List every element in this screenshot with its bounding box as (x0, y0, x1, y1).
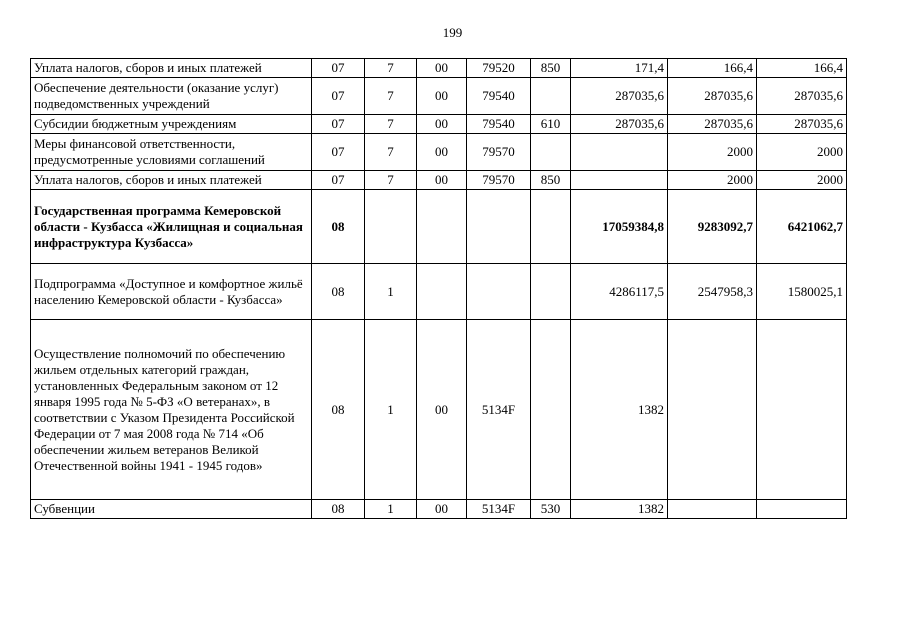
expense-type-code: 530 (531, 500, 571, 519)
row-name: Государственная программа Кемеровской области - Кузбасса «Жилищная и социальная инфраструктура Кузбасса» (31, 190, 312, 264)
section-code: 07 (312, 171, 365, 190)
expense-type-code: 850 (531, 171, 571, 190)
article-code: 79570 (467, 171, 531, 190)
direction-code: 00 (417, 500, 467, 519)
amount-year-3 (757, 320, 847, 500)
amount-year-3 (757, 500, 847, 519)
direction-code: 00 (417, 320, 467, 500)
section-code: 08 (312, 500, 365, 519)
expense-type-code (531, 78, 571, 115)
direction-code (417, 190, 467, 264)
subsection-code: 1 (365, 500, 417, 519)
article-code: 79570 (467, 134, 531, 171)
article-code: 79540 (467, 78, 531, 115)
direction-code: 00 (417, 134, 467, 171)
amount-year-1: 287035,6 (571, 78, 668, 115)
amount-year-2: 2000 (668, 134, 757, 171)
budget-table (30, 58, 847, 519)
row-name: Субсидии бюджетным учреждениям (31, 115, 312, 134)
expense-type-code (531, 190, 571, 264)
row-name: Меры финансовой ответственности, предусмотренные условиями соглашений (31, 134, 312, 171)
amount-year-2: 287035,6 (668, 78, 757, 115)
subsection-code: 7 (365, 171, 417, 190)
section-code: 07 (312, 115, 365, 134)
direction-code: 00 (417, 78, 467, 115)
article-code (467, 190, 531, 264)
amount-year-3: 166,4 (757, 59, 847, 78)
subsection-code: 7 (365, 78, 417, 115)
amount-year-3: 287035,6 (757, 115, 847, 134)
amount-year-3: 287035,6 (757, 78, 847, 115)
row-name: Уплата налогов, сборов и иных платежей (31, 59, 312, 78)
amount-year-1: 4286117,5 (571, 264, 668, 320)
row-name: Субвенции (31, 500, 312, 519)
subsection-code: 1 (365, 264, 417, 320)
section-code: 08 (312, 190, 365, 264)
table-row (31, 59, 847, 78)
amount-year-2 (668, 320, 757, 500)
amount-year-3: 2000 (757, 171, 847, 190)
article-code: 5134F (467, 320, 531, 500)
table-row (31, 115, 847, 134)
table-row (31, 78, 847, 115)
amount-year-1: 287035,6 (571, 115, 668, 134)
table-row (31, 171, 847, 190)
amount-year-3: 6421062,7 (757, 190, 847, 264)
table-row (31, 500, 847, 519)
table-row (31, 190, 847, 264)
table-row (31, 134, 847, 171)
amount-year-2: 2000 (668, 171, 757, 190)
section-code: 07 (312, 134, 365, 171)
article-code: 79520 (467, 59, 531, 78)
amount-year-2 (668, 500, 757, 519)
subsection-code: 1 (365, 320, 417, 500)
article-code: 5134F (467, 500, 531, 519)
page-number: 199 (442, 25, 463, 40)
section-code: 08 (312, 320, 365, 500)
expense-type-code (531, 134, 571, 171)
amount-year-3: 1580025,1 (757, 264, 847, 320)
subsection-code (365, 190, 417, 264)
amount-year-1: 17059384,8 (571, 190, 668, 264)
subsection-code: 7 (365, 115, 417, 134)
table-row (31, 320, 847, 500)
direction-code (417, 264, 467, 320)
amount-year-2: 9283092,7 (668, 190, 757, 264)
expense-type-code: 610 (531, 115, 571, 134)
amount-year-1: 1382 (571, 500, 668, 519)
direction-code: 00 (417, 115, 467, 134)
section-code: 07 (312, 78, 365, 115)
amount-year-2: 2547958,3 (668, 264, 757, 320)
article-code: 79540 (467, 115, 531, 134)
subsection-code: 7 (365, 134, 417, 171)
expense-type-code: 850 (531, 59, 571, 78)
section-code: 07 (312, 59, 365, 78)
amount-year-1: 1382 (571, 320, 668, 500)
section-code: 08 (312, 264, 365, 320)
direction-code: 00 (417, 59, 467, 78)
amount-year-1: 171,4 (571, 59, 668, 78)
row-name: Обеспечение деятельности (оказание услуг) подведомственных учреждений (31, 78, 312, 115)
article-code (467, 264, 531, 320)
amount-year-2: 166,4 (668, 59, 757, 78)
expense-type-code (531, 320, 571, 500)
row-name: Подпрограмма «Доступное и комфортное жильё населению Кемеровской области - Кузбасса» (31, 264, 312, 320)
row-name: Уплата налогов, сборов и иных платежей (31, 171, 312, 190)
direction-code: 00 (417, 171, 467, 190)
amount-year-2: 287035,6 (668, 115, 757, 134)
expense-type-code (531, 264, 571, 320)
subsection-code: 7 (365, 59, 417, 78)
table-row (31, 264, 847, 320)
amount-year-1 (571, 171, 668, 190)
amount-year-1 (571, 134, 668, 171)
amount-year-3: 2000 (757, 134, 847, 171)
row-name: Осуществление полномочий по обеспечению жильем отдельных категорий граждан, установленных Федеральным законом от 12 января 1995 года № 5-ФЗ «О ветеранах», в соответствии с Указом Президента Российской Федерации от 7 мая 2008 года № 714 «Об обеспечении жильем ветеранов Великой Отечественной войны 1941 - 1945 годов» (31, 320, 312, 500)
